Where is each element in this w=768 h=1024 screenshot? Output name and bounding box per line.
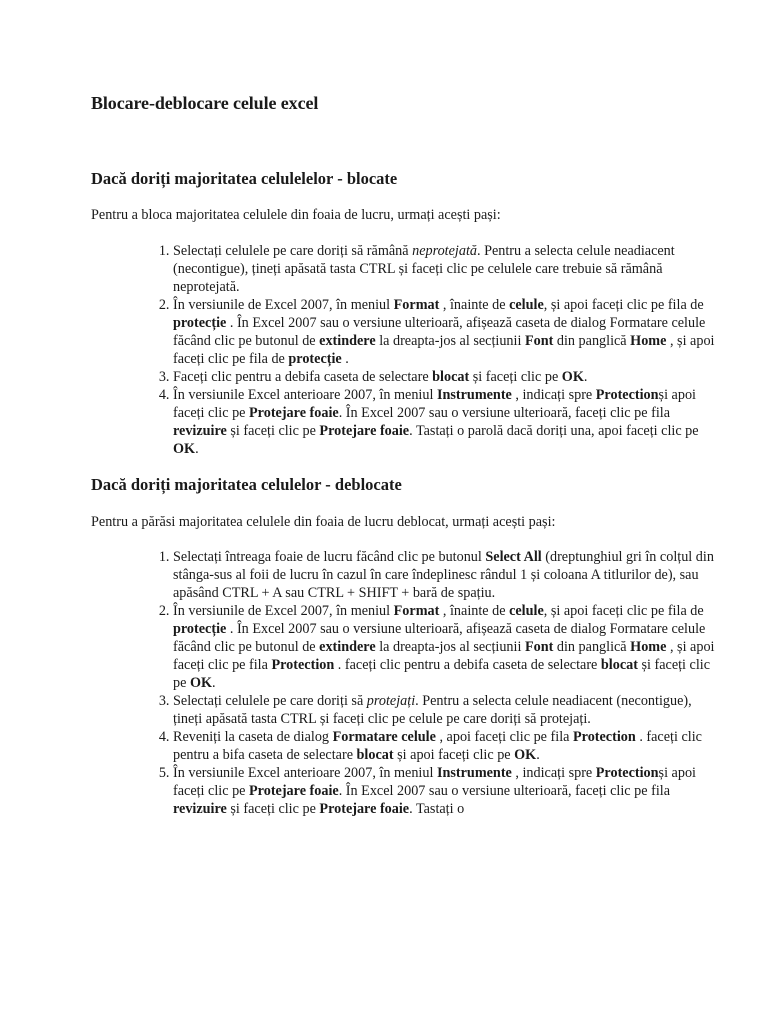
list-item [173, 242, 721, 296]
step-text-bold: Formatare celule [332, 729, 436, 745]
step-text-bold: Protection [595, 387, 659, 403]
step-text-bold: Protection [572, 729, 636, 745]
list-item [173, 296, 721, 368]
list-item [173, 692, 721, 728]
steps-list-deblocate [133, 548, 721, 818]
step-text: . Tastați o parolă dacă doriți una, apoi faceți clic pe [409, 423, 699, 439]
step-text-bold: blocat [600, 657, 638, 673]
step-text-bold: celule [509, 297, 544, 313]
step-text: . Pentru a selecta celule neadiacent (necontigue), țineți apăsată tasta CTRL și faceți clic pe celule pe care doriți să protejați. [173, 693, 692, 727]
step-text: din panglică [553, 639, 631, 655]
step-text: (dreptunghiul gri în colțul din stânga-sus al foii de lucru în cazul în care îndeplinesc rândul 1 și coloana A titlurilor de), sau apăsând CTRL + A sau CTRL + SHIFT + bară de spațiu. [173, 549, 714, 601]
step-text: la dreapta-jos al secțiunii [375, 639, 525, 655]
step-text-bold: extindere [319, 639, 376, 655]
step-text: . În Excel 2007 sau o versiune ulterioară, afișează caseta de dialog Formatare celule făcând clic pe butonul de [173, 315, 706, 349]
step-text: În versiunile Excel anterioare 2007, în meniul [173, 765, 437, 781]
step-text: . [195, 441, 199, 457]
step-text-italic: protejați [366, 693, 416, 709]
step-text: la dreapta-jos al secțiunii [375, 333, 525, 349]
step-text-bold: Font [524, 639, 554, 655]
step-text-bold: Format [393, 297, 440, 313]
step-text: . În Excel 2007 sau o versiune ulterioară, faceți clic pe fila [338, 405, 670, 421]
step-text: și faceți clic pe [226, 423, 320, 439]
step-text: , și apoi faceți clic pe fila de [543, 603, 704, 619]
step-text-bold: revizuire [173, 423, 227, 439]
step-text: , și apoi faceți clic pe fila [173, 639, 715, 673]
step-text-bold: protecție [288, 351, 342, 367]
list-item [173, 368, 721, 386]
step-text: din panglică [553, 333, 631, 349]
step-text: Selectați celulele pe care doriți să [173, 693, 367, 709]
step-text-bold: revizuire [173, 801, 227, 817]
step-text: Faceți clic pentru a debifa caseta de selectare [173, 369, 433, 385]
step-text-bold: protecție [173, 621, 227, 637]
step-text-bold: Format [393, 603, 440, 619]
step-text: și apoi faceți clic pe [173, 765, 696, 799]
step-text: Selectați întreaga foaie de lucru făcând clic pe butonul [173, 549, 486, 565]
section-heading-deblocate: Dacă doriți majoritatea celulelor - deblocate [91, 475, 402, 494]
step-text: . faceți clic pentru a debifa caseta de selectare [334, 657, 601, 673]
step-text-bold: Font [524, 333, 554, 349]
step-text: , înainte de [439, 603, 510, 619]
step-text: . [583, 369, 588, 385]
step-text-bold: Instrumente [436, 765, 512, 781]
step-text-bold: OK [514, 747, 537, 763]
step-text-bold: OK [189, 675, 213, 691]
step-text-bold: protecție [173, 315, 227, 331]
step-text-bold: OK [561, 369, 584, 385]
list-item [173, 386, 721, 458]
step-text-bold: Home [630, 639, 667, 655]
step-text: și apoi faceți clic pe [173, 387, 696, 421]
step-text: În versiunile de Excel 2007, în meniul [173, 603, 394, 619]
document-title: Blocare-deblocare celule excel [91, 93, 319, 113]
step-text: . faceți clic pentru a bifa caseta de selectare [173, 729, 702, 763]
step-text: În versiunile Excel anterioare 2007, în meniul [173, 387, 437, 403]
list-item [173, 548, 721, 602]
section-intro-blocate: Pentru a bloca majoritatea celulele din foaia de lucru, urmați acești pași: [91, 207, 501, 223]
step-text: , indicați spre [511, 387, 596, 403]
step-text: , și apoi faceți clic pe fila de [173, 333, 715, 367]
step-text-bold: Protection [595, 765, 659, 781]
step-text: Selectați celulele pe care doriți să rămână [173, 243, 413, 259]
step-text-bold: blocat [356, 747, 394, 763]
step-text-bold: Protejare foaie [319, 801, 410, 817]
step-text-bold: extindere [319, 333, 376, 349]
section-intro-deblocate: Pentru a părăsi majoritatea celulele din foaia de lucru deblocat, urmați acești pași: [91, 514, 556, 530]
step-text: , și apoi faceți clic pe fila de [543, 297, 704, 313]
step-text: și faceți clic pe [173, 657, 711, 691]
section-heading-blocate: Dacă doriți majoritatea celulelelor - blocate [91, 169, 398, 188]
list-item [173, 764, 721, 818]
step-text-bold: OK [173, 441, 196, 457]
step-text-bold: Protejare foaie [249, 783, 339, 799]
step-text: , indicați spre [511, 765, 596, 781]
step-text: . [536, 747, 540, 763]
step-text-bold: blocat [432, 369, 470, 385]
step-text: . [212, 675, 216, 691]
step-text-italic: neprotejată [412, 243, 477, 259]
step-text: și apoi faceți clic pe [393, 747, 515, 763]
list-item [173, 602, 721, 692]
list-item [173, 728, 721, 764]
step-text: . Pentru a selecta celule neadiacent (necontigue), țineți apăsată tasta CTRL și faceți clic pe celulele care trebuie să rămână neprotejată. [173, 243, 675, 295]
step-text-bold: celule [509, 603, 544, 619]
step-text: . [341, 351, 349, 367]
step-text: și faceți clic pe [226, 801, 320, 817]
step-text-bold: Select All [485, 549, 542, 565]
step-text-bold: Protejare foaie [249, 405, 339, 421]
step-text-bold: Protejare foaie [319, 423, 410, 439]
step-text: . Tastați o [409, 801, 465, 817]
step-text: În versiunile de Excel 2007, în meniul [173, 297, 394, 313]
step-text: , apoi faceți clic pe fila [435, 729, 573, 745]
step-text-bold: Instrumente [436, 387, 512, 403]
step-text: . În Excel 2007 sau o versiune ulterioară, faceți clic pe fila [338, 783, 670, 799]
step-text-bold: Home [630, 333, 667, 349]
step-text: , înainte de [439, 297, 510, 313]
steps-list-blocate [133, 242, 721, 458]
step-text: și faceți clic pe [469, 369, 562, 385]
step-text: . În Excel 2007 sau o versiune ulterioară, afișează caseta de dialog Formatare celule făcând clic pe butonul de [173, 621, 706, 655]
step-text: Reveniți la caseta de dialog [173, 729, 333, 745]
step-text-bold: Protection [271, 657, 335, 673]
